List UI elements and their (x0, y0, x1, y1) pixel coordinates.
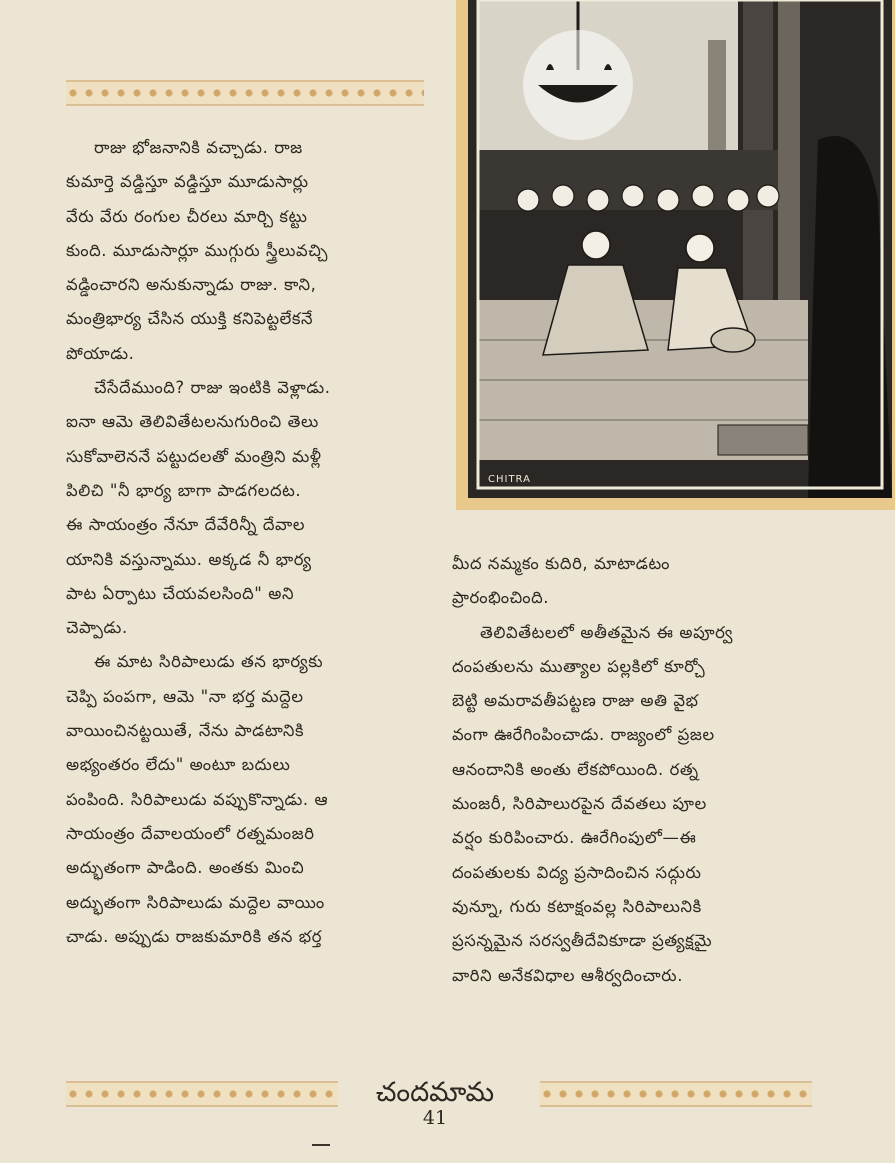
page-number: 41 (422, 1107, 448, 1129)
text-line: రాజు భోజనానికి వచ్చాడు. రాజ (94, 138, 303, 157)
text-line: ప్రారంభించింది. (452, 588, 550, 608)
text-line: అభ్యంతరం లేదు" అంటూ బదులు (66, 755, 291, 775)
text-line: ఐనా ఆమె తెలివితేటలనుగురించి తెలు (66, 412, 319, 432)
text-line: మంజరీ, సిరిపాలురపైన దేవతలు పూల (452, 794, 707, 814)
left-text-column (66, 131, 424, 954)
illustration-frame (456, 0, 895, 510)
artist-signature: CHITRA (488, 474, 531, 485)
text-line: వాయించినట్టయితే, నేను పాడటానికి (66, 721, 305, 741)
text-line: వడ్డించారని అనుకున్నాడు రాజు. కాని, (66, 275, 317, 295)
footer-dash (312, 1144, 330, 1146)
text-line: ఈ సాయంత్రం నేనూ దేవేరిన్నీ దేవాల (66, 515, 306, 535)
right-text-column (452, 547, 812, 993)
text-line: చెప్పాడు. (66, 618, 128, 638)
text-line: ప్రసన్నమైన సరస్వతీదేవికూడా ప్రత్యక్షమై (452, 931, 713, 951)
text-line: సాయంత్రం దేవాలయంలో రత్నమంజరి (66, 823, 315, 843)
text-line: యానికి వస్తున్నాము. అక్కడ నీ భార్య (66, 549, 312, 569)
ornament-band-top (66, 80, 424, 106)
text-line: పిలిచి "నీ భార్య బాగా పాడగలదట. (66, 480, 302, 500)
temple-scene-illustration (468, 0, 892, 498)
text-line: పోయాడు. (66, 343, 135, 363)
text-line: మీద నమ్మకం కుదిరి, మాటాడటం (452, 554, 671, 573)
text-line: సుకోవాలెననే పట్టుదలతో మంత్రిని మళ్లీ (66, 446, 322, 466)
text-line: చెప్పి పంపగా, ఆమె "నా భర్త మద్దెల (66, 686, 304, 706)
ornament-band-bottom-right (540, 1081, 812, 1107)
ornament-band-bottom-left (66, 1081, 338, 1107)
text-line: కుమార్తె వడ్డిస్తూ వడ్డిస్తూ మూడుసార్లు (66, 172, 309, 192)
text-line: వంగా ఊరేగింపించాడు. రాజ్యంలో ప్రజల (452, 725, 715, 745)
text-line: దంపతులకు విద్య ప్రసాదించిన సద్గురు (452, 862, 702, 882)
text-line: ఆనందానికి అంతు లేకపోయింది. రత్న (452, 759, 699, 779)
text-line: మంత్రిభార్య చేసిన యుక్తి కనిపెట్టలేకనే (66, 309, 314, 329)
text-line: బెట్టి అమరావతీపట్టణ రాజు అతి వైభ (452, 691, 699, 711)
text-line: వున్నూ, గురు కటాక్షంవల్ల సిరిపాలునికి (452, 896, 702, 916)
text-line: అద్భుతంగా పాడింది. అంతకు మించి (66, 858, 305, 878)
text-line: తెలివితేటలలో అతీతమైన ఈ అపూర్వ (480, 622, 733, 642)
text-line: చాడు. అప్పుడు రాజకుమారికి తన భర్త (66, 926, 323, 946)
text-line: కుంది. మూడుసార్లూ ముగ్గురు స్త్రీలువచ్చి (66, 240, 329, 260)
magazine-name: చందమామ (375, 1077, 495, 1108)
text-line: దంపతులను ముత్యాల పల్లకిలో కూర్చో (452, 656, 706, 676)
text-line: వేరు వేరు రంగుల చీరలు మార్చి కట్టు (66, 206, 308, 226)
text-line: పాట ఏర్పాటు చేయవలసింది" అని (66, 583, 295, 603)
text-line: అద్భుతంగా సిరిపాలుడు మద్దెల వాయిం (66, 892, 325, 912)
text-line: పంపింది. సిరిపాలుడు వప్పుకొన్నాడు. ఆ (66, 789, 329, 809)
text-line: వారిని అనేకవిధాల ఆశీర్వదించారు. (452, 965, 684, 985)
text-line: ఈ మాట సిరిపాలుడు తన భార్యకు (94, 652, 324, 672)
text-line: చేసేదేముంది? రాజు ఇంటికి వెళ్లాడు. (94, 378, 331, 398)
text-line: వర్షం కురిపించారు. ఊరేగింపులో—ఈ (452, 828, 697, 848)
